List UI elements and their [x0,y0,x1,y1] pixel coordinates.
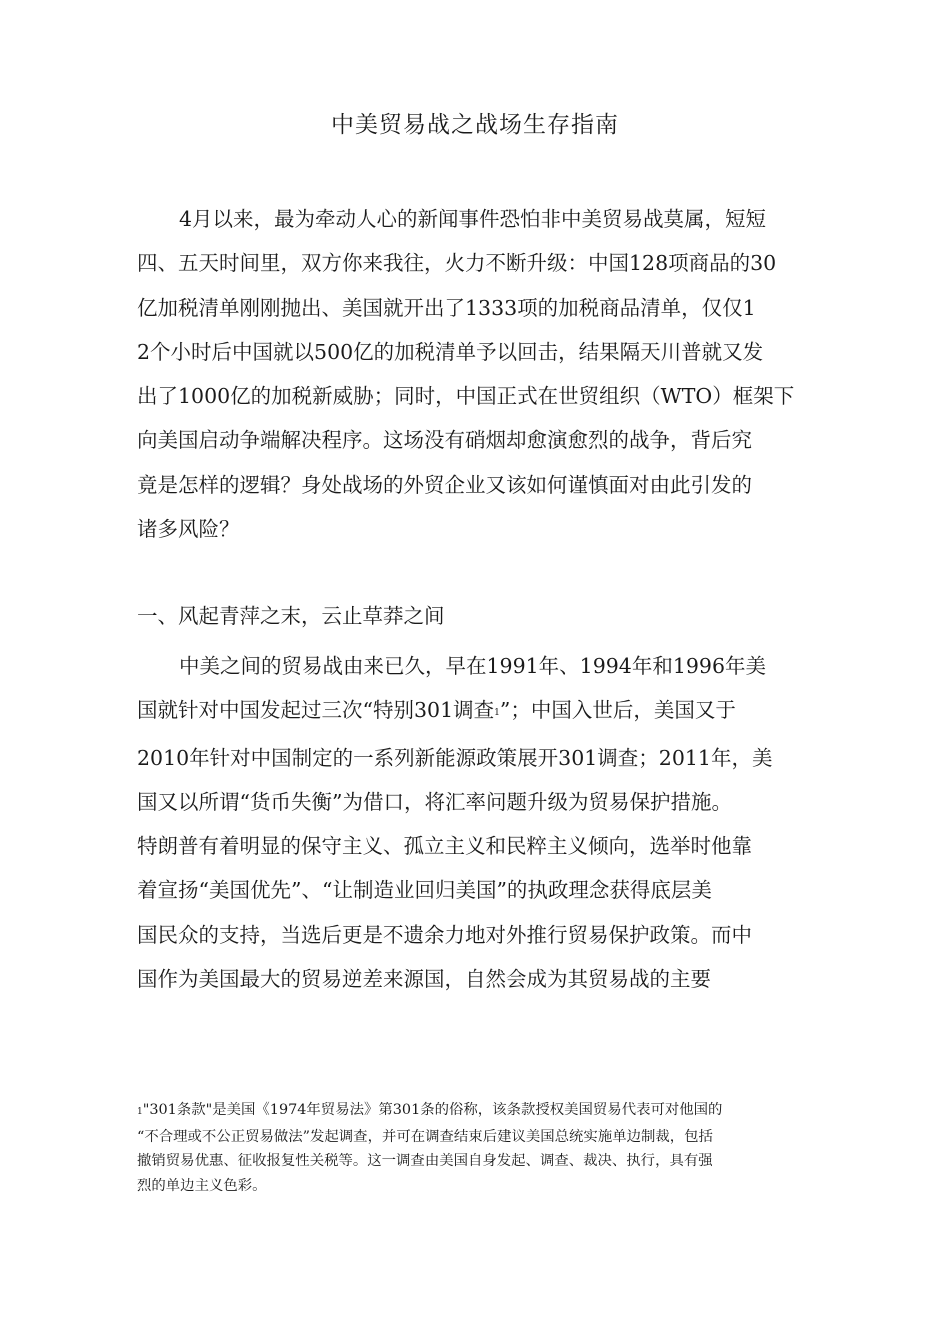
document-title: 中美贸易战之战场生存指南 [331,112,619,138]
paragraph-history [137,644,827,1001]
paragraph-line: 向美国启动争端解决程序。这场没有硝烟却愈演愈烈的战争，背后究 [137,428,752,453]
footnote [137,1098,827,1199]
paragraph-line: 国又以所谓“货币失衡”为借口，将汇率问题升级为贸易保护措施。 [137,789,732,814]
paragraph-line: 亿加税清单刚刚抛出、美国就开出了1333项的加税商品清单，仅仅1 [137,295,756,320]
paragraph-line: 诸多风险？ [137,517,240,542]
paragraph-line: 竟是怎样的逻辑？身处战场的外贸企业又该如何谨慎面对由此引发的 [137,472,752,497]
section-heading: 一、风起青萍之末，云止草莽之间 [137,604,445,628]
footnote-text: "301条款"是美国《1974年贸易法》第301条的俗称，该条款授权美国贸易代表可对他国的 [142,1102,723,1118]
footnote-line: 撤销贸易优惠、征收报复性关税等。这一调查由美国自身发起、调查、裁决、执行，具有强 [137,1153,713,1170]
paragraph-text: ”；中国入世后，美国又于 [499,698,736,723]
paragraph-line: 2个小时后中国就以500亿的加税清单予以回击，结果隔天川普就又发 [137,339,764,364]
paragraph-line-with-footnote [137,688,827,735]
paragraph-line: 四、五天时间里，双方你来我往，火力不断升级：中国128项商品的30 [137,251,777,276]
paragraph-text: 国就针对中国发起过三次“特别301调查 [137,698,495,723]
footnote-mark: 1 [137,1107,143,1117]
paragraph-line: 国民众的支持，当选后更是不遗余力地对外推行贸易保护政策。而中 [137,922,752,947]
paragraph-line: 4月以来，最为牵动人心的新闻事件恐怕非中美贸易战莫属，短短 [179,207,767,231]
footnote-line [137,1098,827,1125]
footnote-line: “不合理或不公正贸易做法”发起调查，并可在调查结束后建议美国总统实施单边制裁，包括 [137,1128,713,1145]
paragraph-line: 中美之间的贸易战由来已久，早在1991年、1994年和1996年美 [179,654,767,678]
paragraph-line: 国作为美国最大的贸易逆差来源国，自然会成为其贸易战的主要 [137,967,711,992]
footnote-reference[interactable]: 1 [494,708,500,719]
paragraph-line: 着宣扬“美国优先”、“让制造业回归美国”的执政理念获得底层美 [137,878,712,903]
footnote-line: 烈的单边主义色彩。 [137,1178,267,1195]
paragraph-line: 2010年针对中国制定的一系列新能源政策展开301调查；2011年，美 [137,745,773,770]
paragraph-line: 出了1000亿的加税新威胁；同时，中国正式在世贸组织（WTO）框架下 [137,384,795,409]
paragraph-line: 特朗普有着明显的保守主义、孤立主义和民粹主义倾向，选举时他靠 [137,834,752,859]
paragraph-intro [137,197,827,551]
